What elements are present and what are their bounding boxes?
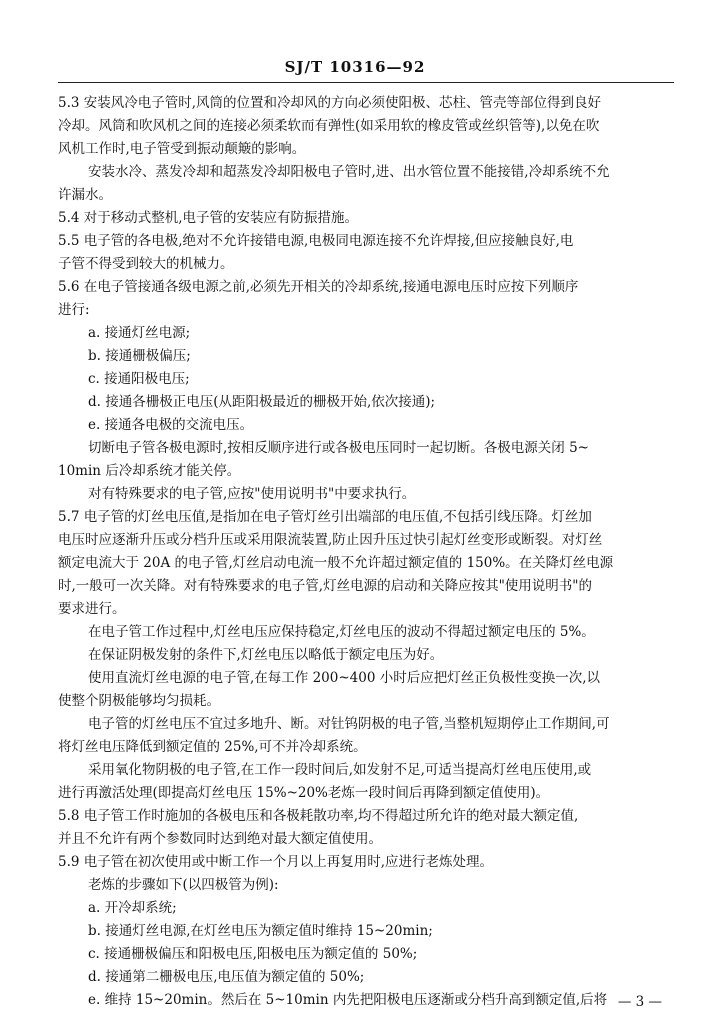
text-line: 进行: — [58, 302, 90, 318]
text-line: 许漏水。 — [58, 187, 112, 203]
text-line: 要求进行。 — [58, 601, 126, 617]
text-line: 5.3 安装风冷电子管时,风筒的位置和冷却风的方向必须使阳极、芯柱、管壳等部位得到良好 — [58, 95, 602, 111]
list-item: d. 接通各栅极正电压(从距阳极最近的栅极开始,依次接通); — [88, 394, 436, 410]
text-line: 使整个阴极能够均匀损耗。 — [58, 693, 220, 709]
header-rule — [58, 82, 674, 83]
list-item: e. 接通各电极的交流电压。 — [88, 417, 254, 433]
list-item: a. 接通灯丝电源; — [88, 325, 191, 341]
text-line: 老炼的步骤如下(以四极管为例): — [88, 877, 279, 893]
text-line: 子管不得受到较大的机械力。 — [58, 256, 234, 272]
text-line: 使用直流灯丝电源的电子管,在每工作 200~400 小时后应把灯丝正负极性变换一次,以 — [88, 670, 601, 686]
text-line: 5.5 电子管的各电极,绝对不允许接错电源,电极同电源连接不允许焊接,但应接触良好,电 — [58, 233, 574, 249]
text-line: 电子管的灯丝电压不宜过多地升、断。对钍钨阴极的电子管,当整机短期停止工作期间,可 — [88, 716, 610, 732]
text-line: 5.9 电子管在初次使用或中断工作一个月以上再复用时,应进行老炼处理。 — [58, 854, 494, 870]
text-line: 额定电流大于 20A 的电子管,灯丝启动电流一般不允许超过额定值的 150%。在关降灯丝电源 — [58, 555, 614, 571]
list-item: c. 接通栅极偏压和阳极电压,阳极电压为额定值的 50%; — [88, 946, 418, 962]
text-line: 在电子管工作过程中,灯丝电压应保持稳定,灯丝电压的波动不得超过额定电压的 5%。 — [88, 624, 595, 640]
list-item: b. 接通栅极偏压; — [88, 348, 191, 364]
list-item: c. 接通阳极电压; — [88, 371, 190, 387]
text-line: 电压时应逐渐升压或分档升压或采用限流装置,防止因升压过快引起灯丝变形或断裂。对灯丝 — [58, 532, 603, 548]
text-line: 安装水冷、蒸发冷却和超蒸发冷却阳极电子管时,进、出水管位置不能接错,冷却系统不允 — [88, 164, 610, 180]
text-line: 切断电子管各极电源时,按相反顺序进行或各极电压同时一起切断。各极电源关闭 5~ — [88, 440, 589, 456]
text-line: 对有特殊要求的电子管,应按"使用说明书"中要求执行。 — [88, 486, 416, 502]
text-line: 冷却。风筒和吹风机之间的连接必须柔软而有弹性(如采用软的橡皮管或丝织管等),以免在吹 — [58, 118, 600, 134]
text-line: 风机工作时,电子管受到振动颠簸的影响。 — [58, 141, 306, 157]
text-line: 5.4 对于移动式整机,电子管的安装应有防振措施。 — [58, 210, 359, 226]
text-line: 采用氧化物阴极的电子管,在工作一段时间后,如发射不足,可适当提高灯丝电压使用,或 — [88, 762, 592, 778]
list-item: e. 维持 15~20min。然后在 5~10min 内先把阳极电压逐渐或分档升高到额定值,后将 — [88, 992, 608, 1008]
text-line: 时,一般可一次关降。对有特殊要求的电子管,灯丝电源的启动和关降应按其"使用说明书"的 — [58, 578, 593, 594]
text-line: 10min 后冷却系统才能关停。 — [58, 463, 241, 479]
text-line: 5.6 在电子管接通各级电源之前,必须先开相关的冷却系统,接通电源电压时应按下列顺序 — [58, 279, 579, 295]
list-item: b. 接通灯丝电源,在灯丝电压为额定值时维持 15~20min; — [88, 923, 433, 939]
list-item: a. 开冷却系统; — [88, 900, 177, 916]
text-line: 并且不允许有两个参数同时达到绝对最大额定值使用。 — [58, 831, 382, 847]
list-item: d. 接通第二栅极电压,电压值为额定值的 50%; — [88, 969, 365, 985]
text-line: 进行再激活处理(即提高灯丝电压 15%~20%老炼一段时间后再降到额定值使用)。 — [58, 785, 550, 801]
document-header: SJ/T 10316—92 — [284, 58, 426, 76]
page-number: — 3 — — [617, 994, 662, 1010]
text-line: 在保证阴极发射的条件下,灯丝电压以略低于额定电压为好。 — [88, 647, 444, 663]
text-line: 5.8 电子管工作时施加的各极电压和各极耗散功率,均不得超过所允许的绝对最大额定值, — [58, 808, 579, 824]
text-line: 5.7 电子管的灯丝电压值,是指加在电子管灯丝引出端部的电压值,不包括引线压降。灯丝加 — [58, 509, 592, 525]
text-line: 将灯丝电压降低到额定值的 25%,可不并冷却系统。 — [58, 739, 367, 755]
